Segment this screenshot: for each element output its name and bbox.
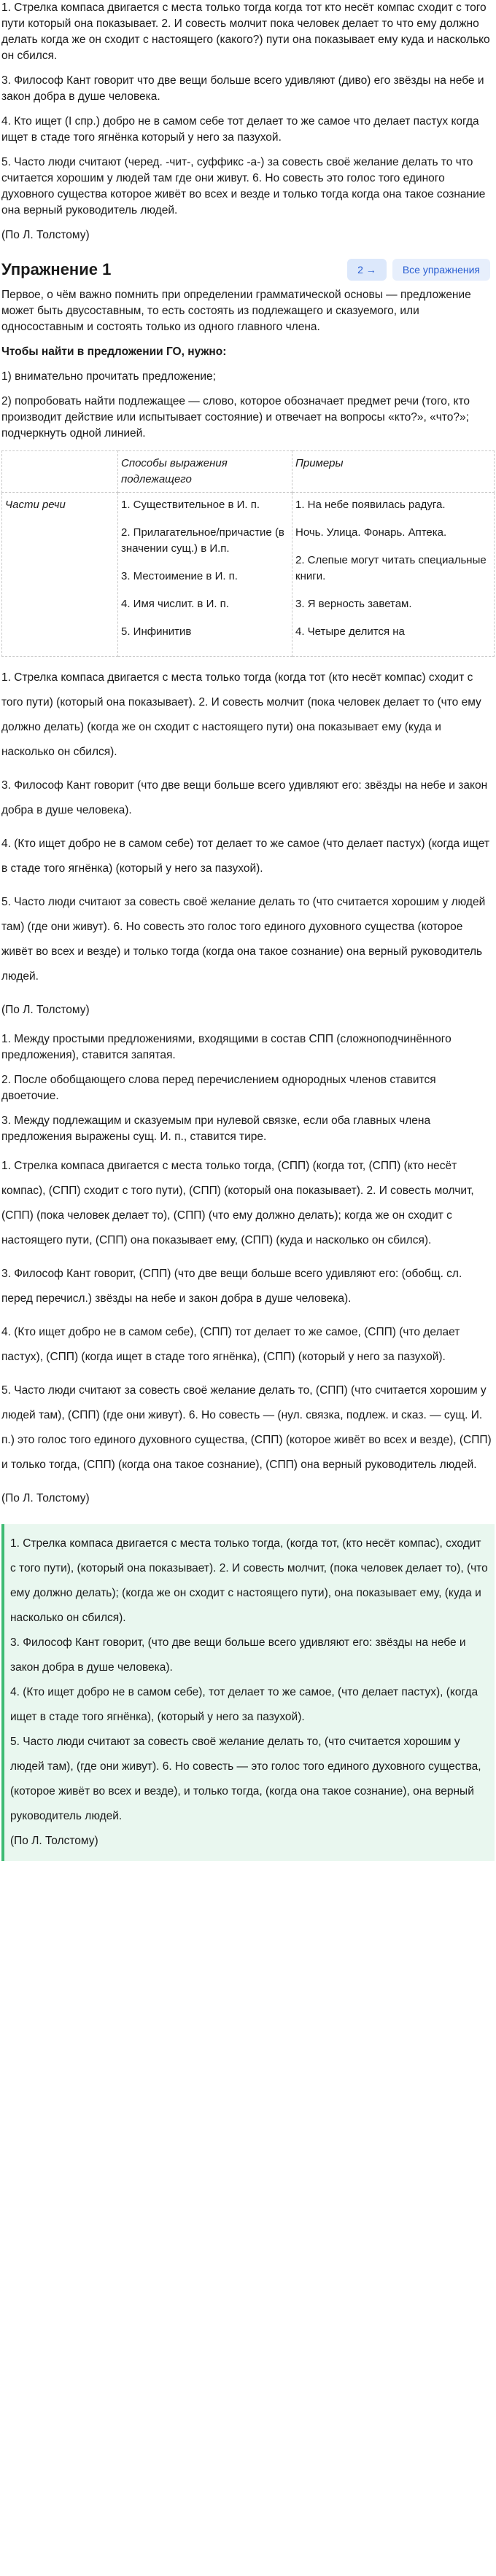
table-way: 5. Инфинитив bbox=[121, 625, 192, 638]
task-paragraph: 3. Философ Кант говорит что две вещи больше всего удивляют (диво) его звёзды на небе и закон добра в душе человека. bbox=[1, 74, 484, 103]
table-header: Примеры bbox=[292, 451, 495, 493]
parse-paragraph: 1. Стрелка компаса двигается с места только тогда (когда тот (кто несёт компас) сходит с того пути) (который она показывает). 2. И совесть молчит (пока человек делает то (что ему должно делать) (когда же он сходит с настоящего пути) она показывает ему (куда и насколько он сбился). bbox=[1, 671, 481, 758]
task-text bbox=[1, 0, 495, 243]
task-paragraph: 4. Кто ищет (I спр.) добро не в самом себе тот делает то же самое что делает пастух когда ищет в стаде того ягнёнка который у него за пазухой. bbox=[1, 115, 479, 144]
exercise-title: Упражнение 1 bbox=[1, 260, 112, 278]
theory-how-title: Чтобы найти в предложении ГО, нужно: bbox=[1, 346, 227, 358]
answer-paragraph: 1. Стрелка компаса двигается с места только тогда, (когда тот, (кто несёт компас), сходит с того пути), (который она показывает). 2. И совесть молчит, (пока человек делает то), (что ему должно делать); (когда же он сходит с настоящего пути), она показывает ему, (куда и насколько он сбился). bbox=[10, 1537, 488, 1624]
theory-step: 1) внимательно прочитать предложение; bbox=[1, 370, 216, 383]
parse-author: (По Л. Толстому) bbox=[1, 1004, 90, 1016]
table-row-label: Части речи bbox=[2, 493, 118, 657]
table-way: 2. Прилагательное/причастие (в значении сущ.) в И.п. bbox=[121, 526, 284, 555]
answer-author: (По Л. Толстому) bbox=[10, 1835, 98, 1847]
task-author: (По Л. Толстому) bbox=[1, 229, 90, 241]
theory-step: 2) попробовать найти подлежащее — слово, которое обозначает предмет речи (того, кто производит действие или испытывает состояние) и отвечает на вопросы «кто?», «что?»; подчеркнуть одной линией. bbox=[1, 395, 470, 440]
table-way: 3. Местоимение в И. п. bbox=[121, 570, 238, 582]
parse2-paragraph: 1. Стрелка компаса двигается с места только тогда, (СПП) (когда тот, (СПП) (кто несёт компас), (СПП) сходит с того пути), (СПП) (который она показывает). 2. И совесть молчит, (СПП) (пока человек делает то), (СПП) (что ему должно делать); когда же он сходит с настоящего пути, (СПП) она показывает ему, (СПП) (куда и насколько он сбился). bbox=[1, 1160, 474, 1246]
answer-block bbox=[1, 1524, 495, 1861]
parse-paragraph: 5. Часто люди считают за совесть своё желание делать то (что считается хорошим у людей там) (где они живут). 6. Но совесть это голос того единого духовного существа (которое живёт во всех и везде) и только тогда (когда она такое сознание) она верный руководитель людей. bbox=[1, 896, 486, 983]
theory-intro: Первое, о чём важно помнить при определении грамматической основы — предложение может быть двусоставным, то есть состоять из подлежащего и сказуемого, или односоставным и состоять только из одного главного члена. bbox=[1, 289, 471, 333]
parse2-paragraph: 4. (Кто ищет добро не в самом себе), (СПП) тот делает то же самое, (СПП) (что делает пастух), (СПП) (когда ищет в стаде того ягнёнка), (СПП) (который у него за пазухой). bbox=[1, 1326, 460, 1363]
parse-paragraph: 4. (Кто ищет добро не в самом себе) тот делает то же самое (что делает пастух) (когда ищет в стаде того ягнёнка) (который у него за пазухой). bbox=[1, 838, 489, 875]
table-way: 1. Существительное в И. п. bbox=[121, 499, 260, 511]
table-example: 3. Я верность заветам. bbox=[295, 598, 412, 610]
table-example: 4. Четыре делится на bbox=[295, 625, 405, 638]
exercise-pager bbox=[347, 259, 490, 281]
task-paragraph: 1. Стрелка компаса двигается с места только тогда когда тот кто несёт компас сходит с того пути который она показывает. 2. И совесть молчит пока человек делает то что ему должно делать когда же он сходит с настоящего (какого?) пути она показывает ему куда и насколько он сбился. bbox=[1, 1, 490, 62]
parse-grammar-bases bbox=[1, 666, 495, 1023]
answer-paragraph: 4. (Кто ищет добро не в самом себе), тот делает то же самое, (что делает пастух), (когда ищет в стаде того ягнёнка), (который у него за пазухой). bbox=[10, 1686, 478, 1723]
parse-paragraph: 3. Философ Кант говорит (что две вещи больше всего удивляют его: звёзды на небе и закон добра в душе человека). bbox=[1, 779, 488, 816]
task-paragraph: 5. Часто люди считают (черед. -чит-, суффикс -а-) за совесть своё желание делать то что считается хорошим у людей там где они живут. 6. Но совесть это голос того единого духовного существа которое живёт во всех и везде и только тогда когда она такое сознание она верный руководитель людей. bbox=[1, 156, 486, 216]
table-example: 1. На небе появилась радуга. bbox=[295, 499, 446, 511]
table-header bbox=[2, 451, 118, 493]
rule-item: 1. Между простыми предложениями, входящими в состав СПП (сложноподчинённого предложения), ставится запятая. bbox=[1, 1033, 452, 1061]
next-page-button[interactable]: 2 → bbox=[347, 259, 387, 281]
table-examples-cell bbox=[292, 493, 495, 657]
exercise-header bbox=[1, 252, 495, 287]
parse2-paragraph: 5. Часто люди считают за совесть своё желание делать то, (СПП) (что считается хорошим у людей там), (СПП) (где они живут). 6. Но совесть — (нул. связка, подлеж. и сказ. — сущ. И. п.) это голос того единого духовного существа, (СПП) (которое живёт во всех и везде), (СПП) и только тогда, (СПП) (когда она такое сознание), (СПП) она верный руководитель людей. bbox=[1, 1384, 492, 1471]
rule-item: 3. Между подлежащим и сказуемым при нулевой связке, если оба главных члена предложения выражены сущ. И. п., ставится тире. bbox=[1, 1115, 431, 1143]
theory-block bbox=[1, 287, 495, 442]
all-exercises-button[interactable]: Все упражнения bbox=[392, 259, 490, 281]
parse-with-explanations bbox=[1, 1154, 495, 1511]
answer-paragraph: 3. Философ Кант говорит, (что две вещи больше всего удивляют его: звёзды на небе и закон добра в душе человека). bbox=[10, 1636, 466, 1674]
table-example: Ночь. Улица. Фонарь. Аптека. bbox=[295, 526, 447, 539]
subject-table bbox=[1, 450, 495, 657]
table-header: Способы выражения подлежащего bbox=[118, 451, 292, 493]
parse2-paragraph: 3. Философ Кант говорит, (СПП) (что две вещи больше всего удивляют его: (обобщ. сл. перед перечисл.) звёзды на небе и закон добра в душе человека). bbox=[1, 1268, 462, 1305]
parse2-author: (По Л. Толстому) bbox=[1, 1492, 90, 1504]
table-way: 4. Имя числит. в И. п. bbox=[121, 598, 229, 610]
punctuation-rules bbox=[1, 1031, 495, 1145]
table-ways-cell bbox=[118, 493, 292, 657]
rule-item: 2. После обобщающего слова перед перечислением однородных членов ставится двоеточие. bbox=[1, 1074, 436, 1102]
table-example: 2. Слепые могут читать специальные книги. bbox=[295, 554, 487, 582]
answer-paragraph: 5. Часто люди считают за совесть своё желание делать то, (что считается хорошим у людей там), (где они живут). 6. Но совесть — это голос того единого духовного существа, (которое живёт во всех и везде), и только тогда, (когда она такое сознание), она верный руководитель людей. bbox=[10, 1736, 481, 1822]
